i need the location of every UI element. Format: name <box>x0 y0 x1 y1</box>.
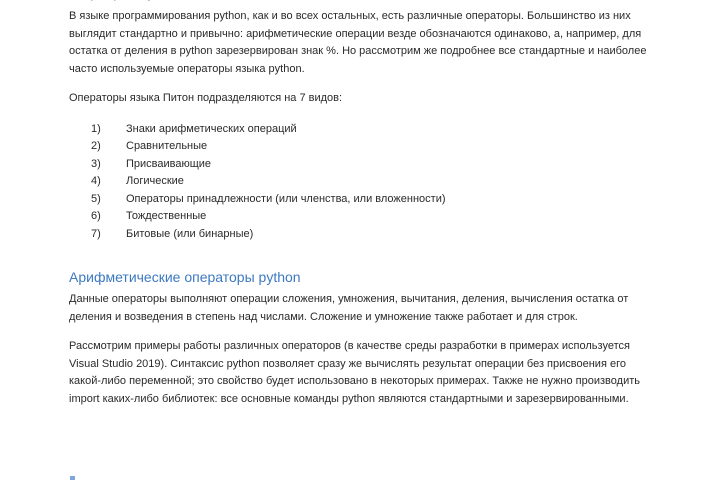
list-item <box>69 191 659 209</box>
list-item-number: 2) <box>91 140 101 152</box>
list-item <box>69 173 659 191</box>
list-item-number: 3) <box>91 157 101 170</box>
arithmetic-description-paragraph: Данные операторы выполняют операции сложения, умножения, вычитания, деления, вычисления остатка от деления и возведения в степень над числами. Сложение и умножение также работает и для строк. <box>69 293 629 323</box>
list-item-label: Тождественные <box>126 210 207 222</box>
cut-off-title <box>70 0 280 1</box>
list-item-label: Битовые (или бинарные) <box>126 227 254 240</box>
operator-kinds-intro: Операторы языка Питон подразделяются на 7 видов: <box>69 92 343 104</box>
document-body <box>69 8 659 408</box>
list-item-number: 4) <box>91 175 101 187</box>
list-item-number: 6) <box>91 210 101 222</box>
list-item-label: Присваивающие <box>126 157 212 170</box>
list-item <box>69 121 659 139</box>
list-item-number: 7) <box>91 227 101 240</box>
list-item-number: 5) <box>91 192 101 205</box>
intro-paragraph: В языке программирования python, как и во всех остальных, есть различные операторы. Большинство из них выглядит стандартно и привычно: арифметические операции везде обозначаются одинаково, а, например, для остатка от деления в python зарезервирован знак %. Но рассмотрим же подробнее все стандартные и наиболее часто используемые операторы языка python. <box>69 10 647 75</box>
list-item-label: Операторы принадлежности (или членства, или вложенности) <box>126 192 446 205</box>
list-item <box>69 208 659 226</box>
list-item-label: Логические <box>126 175 184 187</box>
list-item-label: Сравнительные <box>126 140 208 152</box>
list-item-number: 1) <box>91 122 101 135</box>
examples-paragraph: Рассмотрим примеры работы различных операторов (в качестве среды разработки в примерах используется Visual Studio 2019). Синтаксис python позволяет сразу же вычислять результат операции без присвоения его какой-либо переменной; это свойство будет использовано в некоторых примерах. Также не нужно производить import каких-либо библиотек: все основные команды python являются стандартными и зарезервированными. <box>69 340 640 405</box>
list-item <box>69 226 659 244</box>
operator-kinds-list <box>69 121 659 244</box>
list-item <box>69 138 659 156</box>
list-item-label: Знаки арифметических операций <box>126 122 297 135</box>
cut-off-next-heading <box>70 474 82 480</box>
list-item <box>69 156 659 174</box>
section-heading-arithmetic: Арифметические операторы python <box>69 269 301 285</box>
